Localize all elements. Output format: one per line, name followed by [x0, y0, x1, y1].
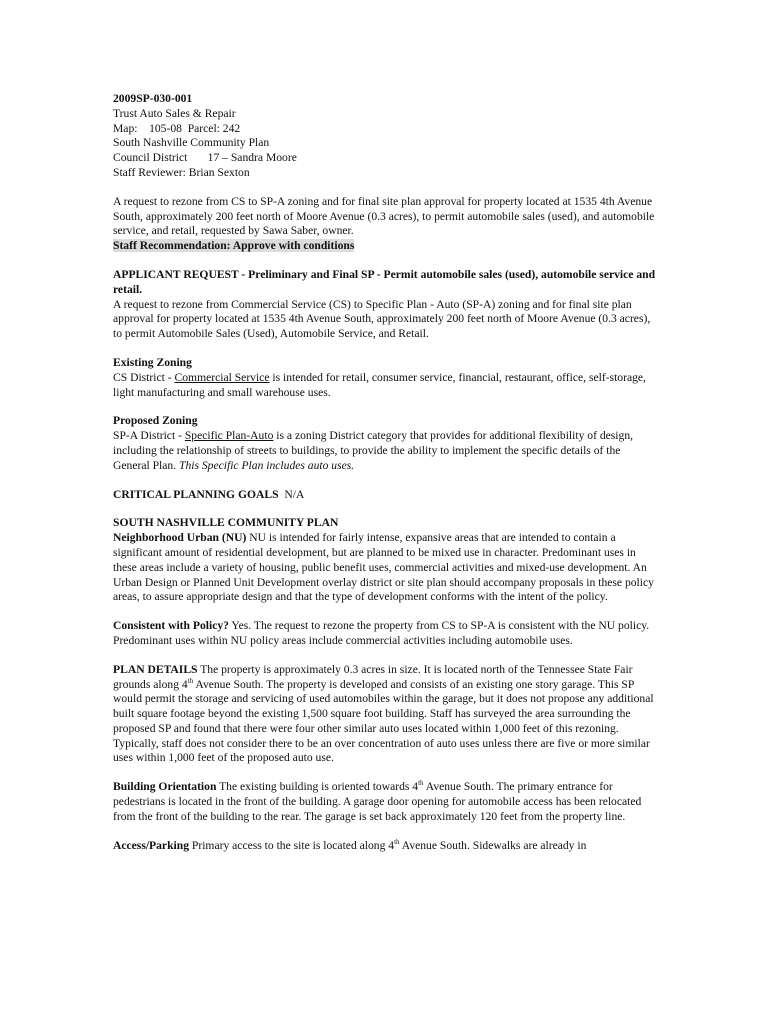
applicant-request-text: A request to rezone from Commercial Service (CS) to Specific Plan - Auto (SP-A) zoning and for final site plan approval for property located at 1535 4th Avenue South, approximately 200 feet north of Moore Avenue (0.3 acres), to permit Automobile Sales (Used), Automobile Service, and Retail. [113, 297, 651, 341]
community-plan-name: South Nashville Community Plan [113, 136, 270, 150]
consistent-heading: Consistent with Policy? [113, 619, 229, 633]
building-orientation-section [113, 780, 658, 824]
critical-goals-value: N/A [278, 487, 305, 501]
council-district: Council District 17 – Sandra Moore [113, 151, 297, 165]
consistent-text: Yes. The request to rezone the property from CS to SP-A is consistent with the NU policy. Predominant uses within NU policy areas include commercial activities including automobile uses. [113, 619, 650, 647]
access-parking-text-b: Avenue South. Sidewalks are already in [399, 838, 587, 852]
plan-details-text-b: Avenue South. The property is developed and consists of an existing one story garage. This SP would permit the storage and servicing of used automobiles within the garage, but it does not propose any additional built square footage beyond the existing 1,500 square foot building. Staff has surveyed the area surrounding the proposed SP and found that there were four other similar auto uses located within 1,000 feet of this rezoning. Typically, staff does not consider there to be an over concentration of auto uses unless there are five or more similar uses within 1,000 feet of the proposed auto use. [113, 677, 654, 765]
community-plan-section [113, 516, 658, 605]
intro-text: A request to rezone from CS to SP-A zoning and for final site plan approval for property located at 1535 4th Avenue South, approximately 200 feet north of Moore Avenue (0.3 acres), to permit automobile sales (used), and automobile service, and retail, requested by Sawa Saber, owner. [113, 194, 655, 238]
access-parking-section [113, 839, 658, 854]
case-number: 2009SP-030-001 [113, 92, 193, 105]
community-plan-text [113, 531, 658, 605]
critical-goals-heading: CRITICAL PLANNING GOALS [113, 487, 279, 501]
proposed-zoning-prefix: SP-A District - [113, 429, 185, 443]
commercial-service-link[interactable]: Commercial Service [174, 370, 270, 384]
case-header [113, 92, 658, 181]
building-orientation-heading: Building Orientation [113, 780, 217, 794]
plan-details-heading: PLAN DETAILS [113, 662, 198, 676]
staff-reviewer: Staff Reviewer: Brian Sexton [113, 165, 250, 179]
map-parcel: Map: 105-08 Parcel: 242 [113, 121, 241, 135]
access-parking-heading: Access/Parking [113, 838, 189, 852]
proposed-zoning-body: is a zoning District category that provides for additional flexibility of design, including the relationship of streets to buildings, to provide the ability to implement the specific details of the General Plan. [113, 429, 634, 472]
applicant-request-heading: APPLICANT REQUEST - Preliminary and Final SP - Permit automobile sales (used), automobile service and retail. [113, 267, 656, 296]
building-orientation-text-a: The existing building is oriented towards 4 [216, 780, 419, 794]
plan-details-section [113, 663, 658, 767]
access-parking-sup: th [394, 837, 400, 846]
proposed-zoning-italic: This Specific Plan includes auto uses. [179, 458, 355, 472]
plan-details-text-a: The property is approximately 0.3 acres in size. It is located north of the Tennessee State Fair grounds along 4 [113, 662, 633, 691]
applicant-request-section [113, 268, 658, 342]
nu-policy-text: NU is intended for fairly intense, expansive areas that are intended to contain a significant amount of residential development, but are planned to be mixed use in character. Predominant uses in these areas include a variety of housing, public benefit uses, commercial activities and mixed-use development. An Urban Design or Planned Unit Development overlay district or site plan should accompany proposals in these policy areas, to assure appropriate design and that the type of development conforms with the intent of the policy. [113, 531, 654, 604]
proposed-zoning-section [113, 414, 658, 473]
proposed-zoning-text [113, 429, 658, 473]
existing-zoning-text [113, 371, 658, 401]
nu-policy-heading: Neighborhood Urban (NU) [113, 531, 247, 545]
consistent-section [113, 619, 658, 649]
document-page [113, 92, 658, 867]
case-name: Trust Auto Sales & Repair [113, 106, 236, 120]
plan-details-sup: th [187, 676, 194, 685]
community-plan-heading: SOUTH NASHVILLE COMMUNITY PLAN [113, 516, 339, 530]
existing-zoning-prefix: CS District - [113, 370, 175, 384]
building-orientation-text-b: Avenue South. The primary entrance for pedestrians is located in the front of the building. A garage door opening for automobile access has been relocated from the front of the building to the rear. The garage is set back approximately 120 feet from the property line. [113, 780, 642, 823]
critical-goals-section [113, 488, 658, 503]
specific-plan-auto-link[interactable]: Specific Plan-Auto [184, 429, 274, 443]
existing-zoning-heading: Existing Zoning [113, 355, 192, 369]
building-orientation-sup: th [418, 779, 424, 788]
existing-zoning-section [113, 356, 658, 400]
access-parking-text-a: Primary access to the site is located along 4 [189, 838, 395, 852]
intro-section [113, 195, 658, 254]
proposed-zoning-heading: Proposed Zoning [113, 414, 198, 428]
staff-recommendation: Staff Recommendation: Approve with conditions [113, 239, 355, 253]
existing-zoning-body: is intended for retail, consumer service, financial, restaurant, office, self-storage, light manufacturing and small warehouse uses. [113, 370, 646, 399]
